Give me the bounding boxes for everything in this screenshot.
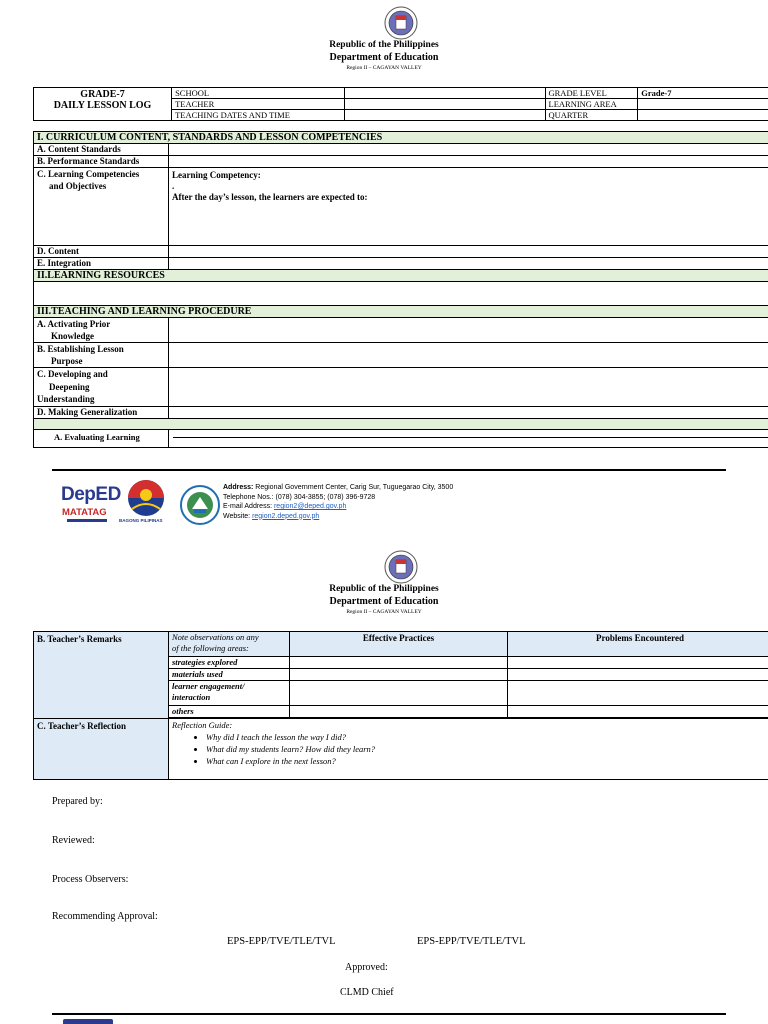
materials-effective-field[interactable] [290, 669, 508, 681]
reflection-field[interactable] [169, 719, 768, 780]
engagement-problems-field[interactable] [508, 681, 768, 706]
teachers-reflection-label: C. Teacher’s Reflection [34, 719, 169, 780]
content-standards-field[interactable] [169, 144, 768, 156]
others-effective-field[interactable] [290, 706, 508, 718]
content-label: D. Content [34, 246, 169, 258]
materials-label: materials used [169, 669, 290, 681]
bagong-pilipinas-icon [124, 479, 168, 517]
effective-practices-header: Effective Practices [290, 632, 508, 657]
content-field[interactable] [169, 246, 768, 258]
reviewed-label: Reviewed: [52, 835, 95, 846]
integration-label: E. Integration [34, 258, 169, 270]
clmd-chief-label: CLMD Chief [340, 987, 394, 998]
school-label: SCHOOL [172, 88, 345, 99]
republic-text: Republic of the Philippines [329, 40, 439, 50]
others-label: others [169, 706, 290, 718]
quarter-field[interactable] [638, 110, 768, 121]
teacher-label: TEACHER [172, 99, 345, 110]
deped-logo: DepED [61, 484, 121, 505]
grade-level-value: Grade-7 [638, 88, 768, 99]
strategies-effective-field[interactable] [290, 657, 508, 669]
learning-area-field[interactable] [638, 99, 768, 110]
performance-standards-label: B. Performance Standards [34, 156, 169, 168]
evaluating-field[interactable] [169, 429, 768, 447]
lesson-table [33, 131, 768, 448]
note-observations: Note observations on any of the following areas: [169, 632, 290, 657]
evaluating-label: A. Evaluating Learning [34, 429, 169, 447]
engagement-effective-field[interactable] [290, 681, 508, 706]
footer-rule [52, 469, 726, 471]
strategies-problems-field[interactable] [508, 657, 768, 669]
section3-heading: III.TEACHING AND LEARNING PROCEDURE [34, 306, 768, 318]
eps-signatory-2: EPS-EPP/TVE/TLE/TVL [417, 936, 526, 947]
engagement-label: learner engagement/ interaction [169, 681, 290, 706]
department-text-2: Department of Education [329, 596, 439, 607]
establishing-label: B. Establishing Lesson Purpose [34, 343, 169, 368]
competencies-label: C. Learning Competencies and Objectives [34, 168, 169, 246]
region-seal-icon [180, 485, 220, 525]
competencies-field[interactable]: Learning Competency: . After the day’s lesson, the learners are expected to: [169, 168, 768, 246]
green-separator [34, 418, 768, 429]
generalization-field[interactable] [169, 406, 768, 418]
school-field[interactable] [345, 88, 545, 99]
reflection-questions [172, 731, 768, 767]
developing-label: C. Developing and Deepening Understanding [34, 368, 169, 407]
region-text: Region II – CAGAYAN VALLEY [346, 65, 422, 71]
bagong-pilipinas-text: BAGONG PILIPINAS [119, 518, 163, 523]
materials-problems-field[interactable] [508, 669, 768, 681]
deped-seal-icon-2 [384, 550, 418, 584]
grade-level-label: GRADE LEVEL [545, 88, 638, 99]
generalization-label: D. Making Generalization [34, 406, 169, 418]
activating-field[interactable] [169, 318, 768, 343]
developing-field[interactable] [169, 368, 768, 407]
activating-label: A. Activating Prior Knowledge [34, 318, 169, 343]
deped-logo-partial [63, 1019, 113, 1024]
reflection-question-3: • What can I explore in the next lesson? [206, 755, 768, 767]
section1-heading: I. CURRICULUM CONTENT, STANDARDS AND LESSON COMPETENCIES [34, 132, 768, 144]
approved-label: Approved: [345, 962, 388, 973]
matatag-logo: MATATAG [62, 507, 107, 518]
footer-contact [223, 483, 453, 521]
recommending-approval-label: Recommending Approval: [52, 911, 158, 922]
footer-telephone: Telephone Nos.: (078) 304-3855; (078) 396-9728 [223, 493, 376, 501]
performance-standards-field[interactable] [169, 156, 768, 168]
footer-address: Address: Regional Government Center, Carig Sur, Tuguegarao City, 3500 [223, 484, 454, 491]
deped-seal-icon [384, 6, 418, 40]
email-link[interactable]: region2@deped.gov.ph [273, 503, 347, 510]
process-observers-label: Process Observers: [52, 874, 129, 885]
website-link[interactable]: region2.deped.gov.ph [252, 512, 320, 520]
evaluating-line [173, 437, 768, 438]
reflection-question-1: • Why did I teach the lesson the way I did? [206, 731, 768, 743]
prepared-by-label: Prepared by: [52, 796, 103, 807]
dates-label: TEACHING DATES AND TIME [172, 110, 345, 121]
learning-area-label: LEARNING AREA [545, 99, 638, 110]
others-problems-field[interactable] [508, 706, 768, 718]
strategies-label: strategies explored [169, 657, 290, 669]
footer-email: E-mail Address: region2@deped.gov.ph [223, 503, 347, 510]
content-standards-label: A. Content Standards [34, 144, 169, 156]
learning-resources-field[interactable] [34, 282, 768, 306]
log-title: GRADE-7 DAILY LESSON LOG [34, 88, 172, 121]
log-info-table [33, 87, 768, 121]
reflection-question-2: • What did my students learn? How did they learn? [206, 743, 768, 755]
dates-field[interactable] [345, 110, 545, 121]
reflection-guide: Reflection Guide: [172, 720, 233, 730]
teacher-field[interactable] [345, 99, 545, 110]
republic-text-2: Republic of the Philippines [329, 584, 439, 594]
quarter-label: QUARTER [545, 110, 638, 121]
footer-website: Website: region2.deped.gov.ph [223, 512, 320, 520]
footer-rule-2 [52, 1013, 726, 1015]
problems-encountered-header: Problems Encountered [508, 632, 768, 657]
remarks-table [33, 631, 768, 780]
department-text: Department of Education [329, 52, 439, 63]
eps-signatory-1: EPS-EPP/TVE/TLE/TVL [227, 936, 336, 947]
integration-field[interactable] [169, 258, 768, 270]
establishing-field[interactable] [169, 343, 768, 368]
region-text-2: Region II – CAGAYAN VALLEY [346, 609, 422, 615]
teachers-remarks-label: B. Teacher’s Remarks [34, 632, 169, 719]
section2-heading: II.LEARNING RESOURCES [34, 270, 768, 282]
matatag-underline [67, 519, 107, 522]
